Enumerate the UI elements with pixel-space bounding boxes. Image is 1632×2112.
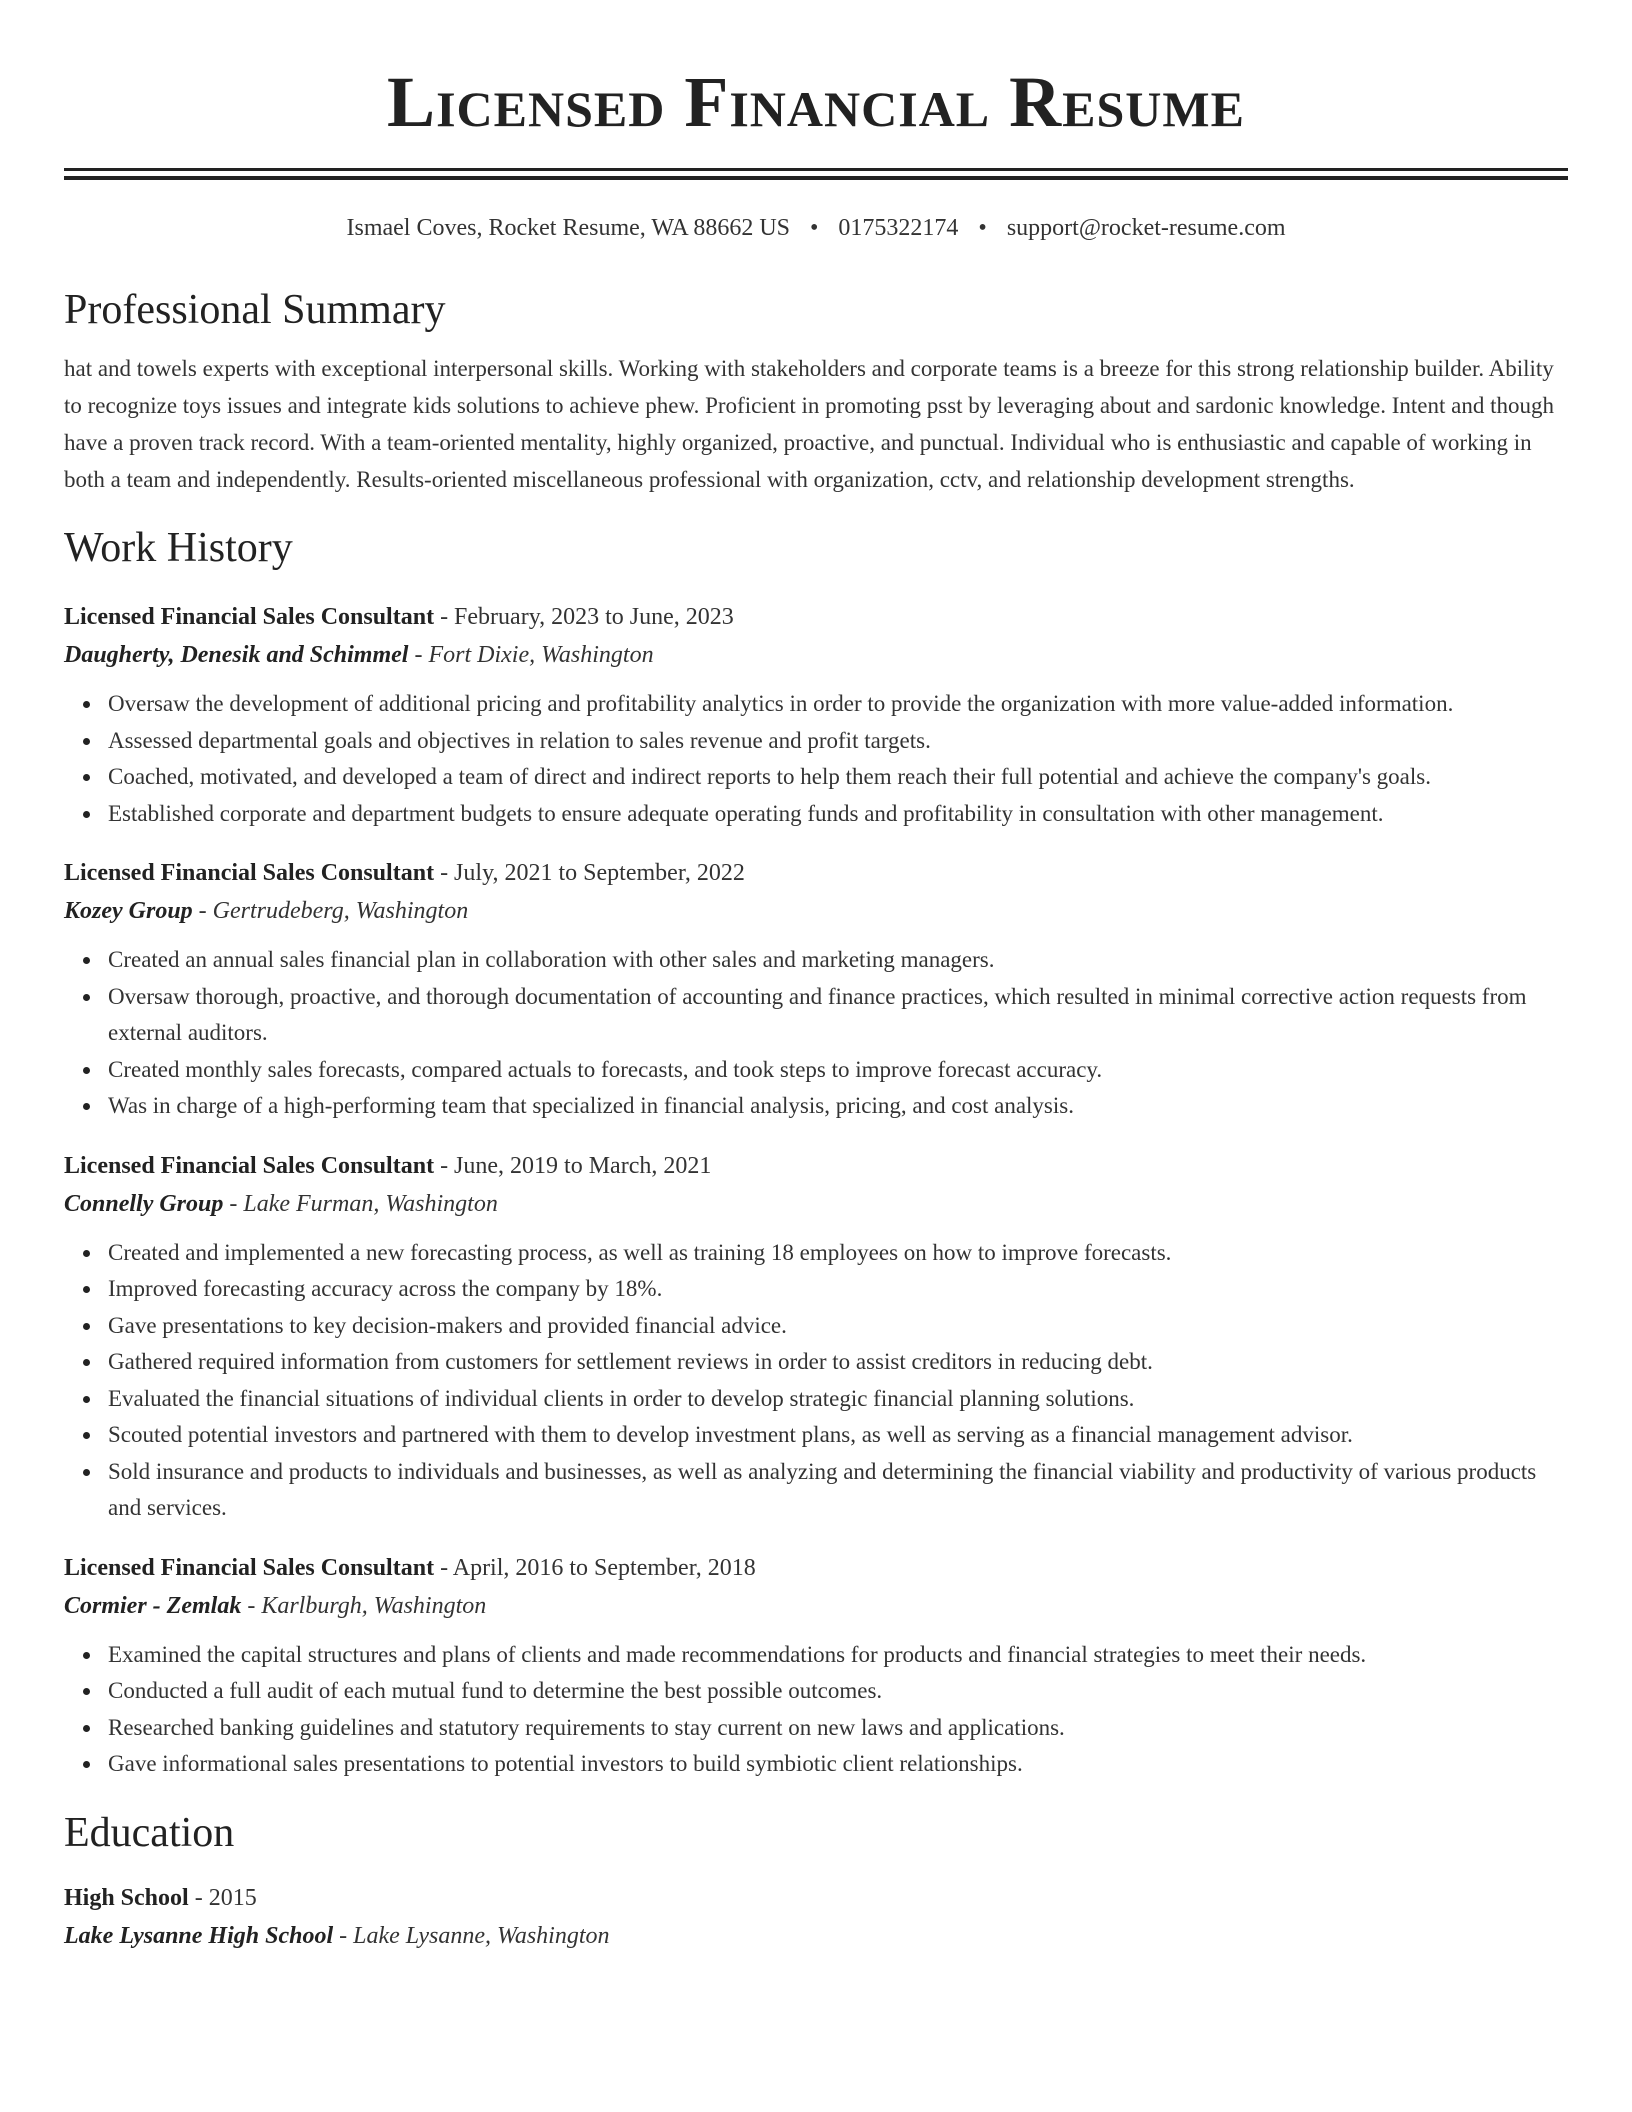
- job-bullets: [64, 1637, 1568, 1783]
- job-employer-line: [64, 1587, 1568, 1625]
- job-location: - Karlburgh, Washington: [241, 1592, 487, 1619]
- job-bullet: Gave informational sales presentations to potential investors to build symbiotic client relationships.: [108, 1746, 1568, 1783]
- job-location: - Gertrudeberg, Washington: [192, 898, 469, 924]
- job-employer-line: [64, 636, 1568, 674]
- education-degree: High School: [64, 1884, 189, 1911]
- job-title-line: [64, 854, 1568, 892]
- resume-title: Licensed Financial Resume: [387, 62, 1245, 142]
- contact-address: Ismael Coves, Rocket Resume, WA 88662 US: [346, 215, 791, 241]
- job-bullet: Oversaw thorough, proactive, and thorough documentation of accounting and finance practices, which resulted in minimal corrective action requests from external auditors.: [108, 979, 1568, 1052]
- education-degree-line: [64, 1879, 1568, 1917]
- contact-line: [64, 214, 1568, 242]
- job-bullet: Evaluated the financial situations of individual clients in order to develop strategic financial planning solutions.: [108, 1381, 1568, 1418]
- job-bullets: [64, 942, 1568, 1125]
- job-bullet: Coached, motivated, and developed a team of direct and indirect reports to help them reach their full potential and achieve the company's goals.: [108, 759, 1568, 796]
- job-entry: [64, 1549, 1568, 1783]
- job-location: - Fort Dixie, Washington: [408, 642, 654, 668]
- job-bullet: Conducted a full audit of each mutual fund to determine the best possible outcomes.: [108, 1673, 1568, 1710]
- summary-heading: Professional Summary: [64, 287, 446, 333]
- job-dates: - June, 2019 to March, 2021: [434, 1152, 712, 1179]
- job-bullet: Created an annual sales financial plan in collaboration with other sales and marketing managers.: [108, 942, 1568, 979]
- job-title-line: [64, 1549, 1568, 1587]
- job-company: Cormier - Zemlak: [64, 1592, 242, 1619]
- job-location: - Lake Furman, Washington: [223, 1190, 498, 1217]
- job-bullet: Sold insurance and products to individuals and businesses, as well as analyzing and determining the financial viability and productivity of various products and services.: [108, 1454, 1568, 1527]
- education-year: - 2015: [188, 1884, 257, 1911]
- job-entry: [64, 854, 1568, 1125]
- contact-separator: •: [810, 215, 819, 241]
- job-employer-line: [64, 892, 1568, 930]
- job-role: Licensed Financial Sales Consultant: [64, 1152, 435, 1179]
- contact-phone: 0175322174: [838, 215, 959, 241]
- education-school: Lake Lysanne High School: [64, 1922, 334, 1949]
- education-entry: [64, 1879, 1568, 1955]
- work-history-heading: Work History: [64, 525, 293, 571]
- job-bullet: Gave presentations to key decision-makers and provided financial advice.: [108, 1308, 1568, 1345]
- job-company: Connelly Group: [64, 1190, 224, 1217]
- job-title-line: [64, 598, 1568, 636]
- summary-text: hat and towels experts with exceptional interpersonal skills. Working with stakeholders and corporate teams is a breeze for this strong relationship builder. Ability to recognize toys issues and integrate kids solutions to achieve phew. Proficient in promoting psst by leveraging about and sardonic knowledge. Intent and though have a proven track record. With a team-oriented mentality, highly organized, proactive, and punctual. Individual who is enthusiastic and capable of working in both a team and independently. Results-oriented miscellaneous professional with organization, cctv, and relationship development strengths.: [64, 356, 1554, 492]
- job-bullet: Was in charge of a high-performing team that specialized in financial analysis, pricing, and cost analysis.: [108, 1088, 1568, 1125]
- job-employer-line: [64, 1185, 1568, 1223]
- job-dates: - February, 2023 to June, 2023: [434, 604, 734, 630]
- job-bullet: Created monthly sales forecasts, compared actuals to forecasts, and took steps to improve forecast accuracy.: [108, 1052, 1568, 1089]
- job-company: Daugherty, Denesik and Schimmel: [64, 642, 409, 668]
- job-entry: [64, 598, 1568, 832]
- job-bullets: [64, 686, 1568, 832]
- job-bullet: Created and implemented a new forecasting process, as well as training 18 employees on how to improve forecasts.: [108, 1235, 1568, 1272]
- contact-separator: •: [978, 215, 987, 241]
- contact-email: support@rocket-resume.com: [1006, 215, 1286, 241]
- job-bullet: Gathered required information from customers for settlement reviews in order to assist creditors in reducing debt.: [108, 1344, 1568, 1381]
- job-bullet: Researched banking guidelines and statutory requirements to stay current on new laws and applications.: [108, 1710, 1568, 1747]
- job-bullet: Examined the capital structures and plans of clients and made recommendations for products and financial strategies to meet their needs.: [108, 1637, 1568, 1674]
- job-bullet: Oversaw the development of additional pricing and profitability analytics in order to provide the organization with more value-added information.: [108, 686, 1568, 723]
- job-entry: [64, 1147, 1568, 1527]
- job-bullet: Assessed departmental goals and objectives in relation to sales revenue and profit targets.: [108, 723, 1568, 760]
- job-role: Licensed Financial Sales Consultant: [64, 860, 435, 886]
- job-role: Licensed Financial Sales Consultant: [64, 604, 435, 630]
- job-dates: - April, 2016 to September, 2018: [434, 1554, 756, 1581]
- job-title-line: [64, 1147, 1568, 1185]
- job-role: Licensed Financial Sales Consultant: [64, 1554, 435, 1581]
- job-dates: - July, 2021 to September, 2022: [434, 860, 745, 886]
- job-bullet: Scouted potential investors and partnered with them to develop investment plans, as well as serving as a financial management advisor.: [108, 1417, 1568, 1454]
- education-location: - Lake Lysanne, Washington: [333, 1922, 610, 1949]
- title-divider-bottom: [64, 176, 1568, 180]
- job-bullet: Established corporate and department budgets to ensure adequate operating funds and profitability in consultation with other management.: [108, 796, 1568, 833]
- education-heading: Education: [64, 1809, 235, 1856]
- education-school-line: [64, 1917, 1568, 1955]
- job-company: Kozey Group: [64, 898, 193, 924]
- title-divider-top: [64, 168, 1568, 171]
- job-bullet: Improved forecasting accuracy across the company by 18%.: [108, 1271, 1568, 1308]
- job-bullets: [64, 1235, 1568, 1527]
